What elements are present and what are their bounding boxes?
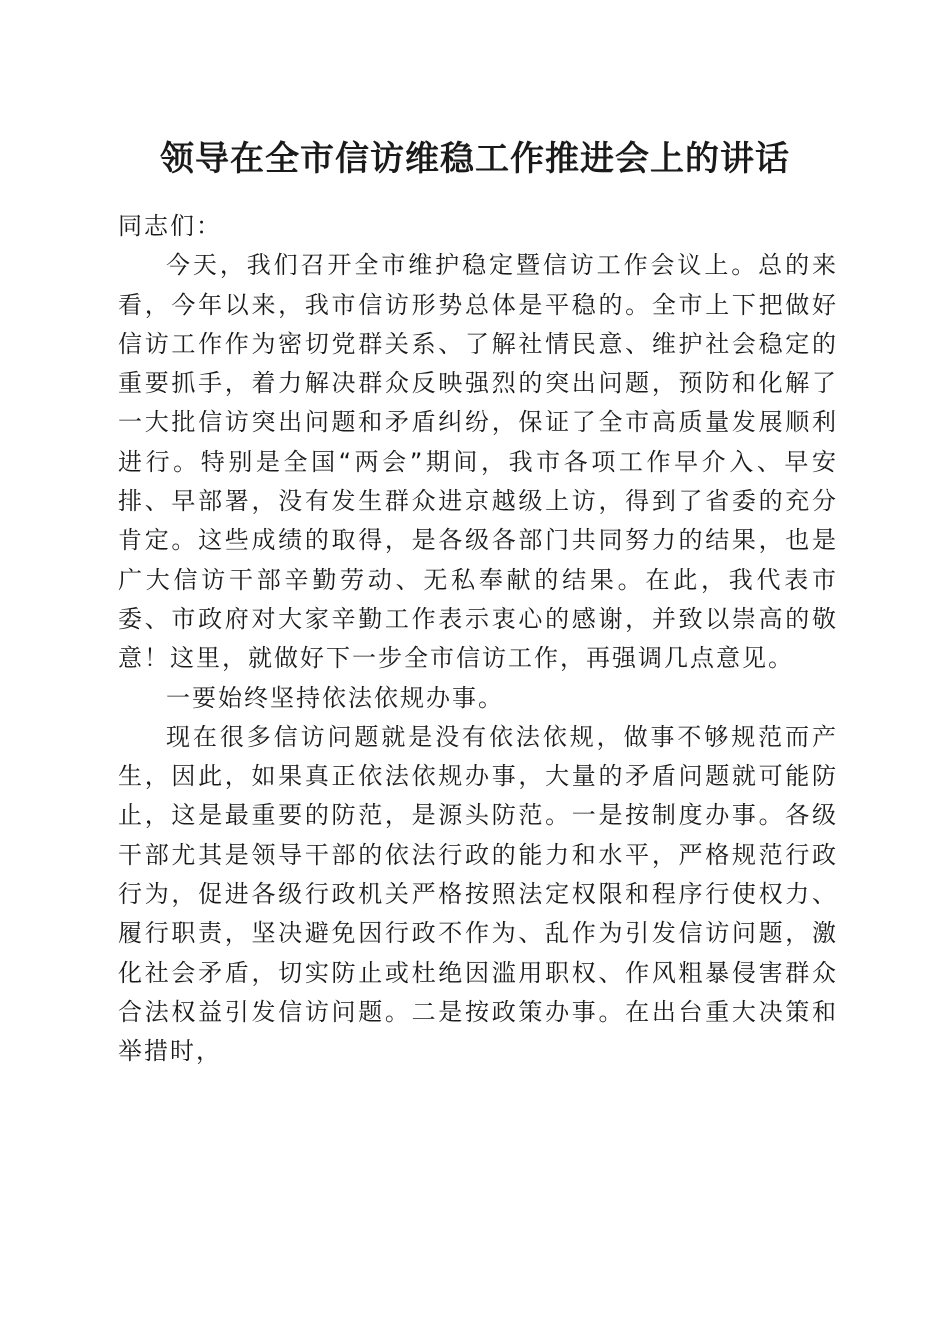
document-title: 领导在全市信访维稳工作推进会上的讲话 [160,139,790,179]
paragraph-law-compliance: 现在很多信访问题就是没有依法依规，做事不够规范而产生，因此，如果真正依法依规办事，大量的矛盾问题就可能防止，这是最重要的防范，是源头防范。一是按制度办事。各级干部尤其是领导干部的依法行政的能力和水平，严格规范行政行为，促进各级行政机关严格按照法定权限和程序行使权力、履行职责，坚决避免因行政不作为、乱作为引发信访问题，激化社会矛盾，切实防止或杜绝因滥用职权、作风粗暴侵害群众合法权益引发信访问题。二是按政策办事。在出台重大决策和举措时， [118,722,838,1066]
section-heading: 一要始终坚持依法依规办事。 [166,683,504,712]
document-body [118,207,838,1072]
salutation: 同志们： [118,212,222,240]
paragraph-opening: 今天，我们召开全市维护稳定暨信访工作会议上。总的来看，今年以来，我市信访形势总体是平稳的。全市上下把做好信访工作作为密切党群关系、了解社情民意、维护社会稳定的重要抓手，着力解决群众反映强烈的突出问题，预防和化解了一大批信访突出问题和矛盾纠纷，保证了全市高质量发展顺利进行。特别是全国“两会”期间，我市各项工作早介入、早安排、早部署，没有发生群众进京越级上访，得到了省委的充分肯定。这些成绩的取得，是各级各部门共同努力的结果，也是广大信访干部辛勤劳动、无私奉献的结果。在此，我代表市委、市政府对大家辛勤工作表示衷心的感谢，并致以崇高的敬意！这里，就做好下一步全市信访工作，再强调几点意见。 [118,251,838,673]
